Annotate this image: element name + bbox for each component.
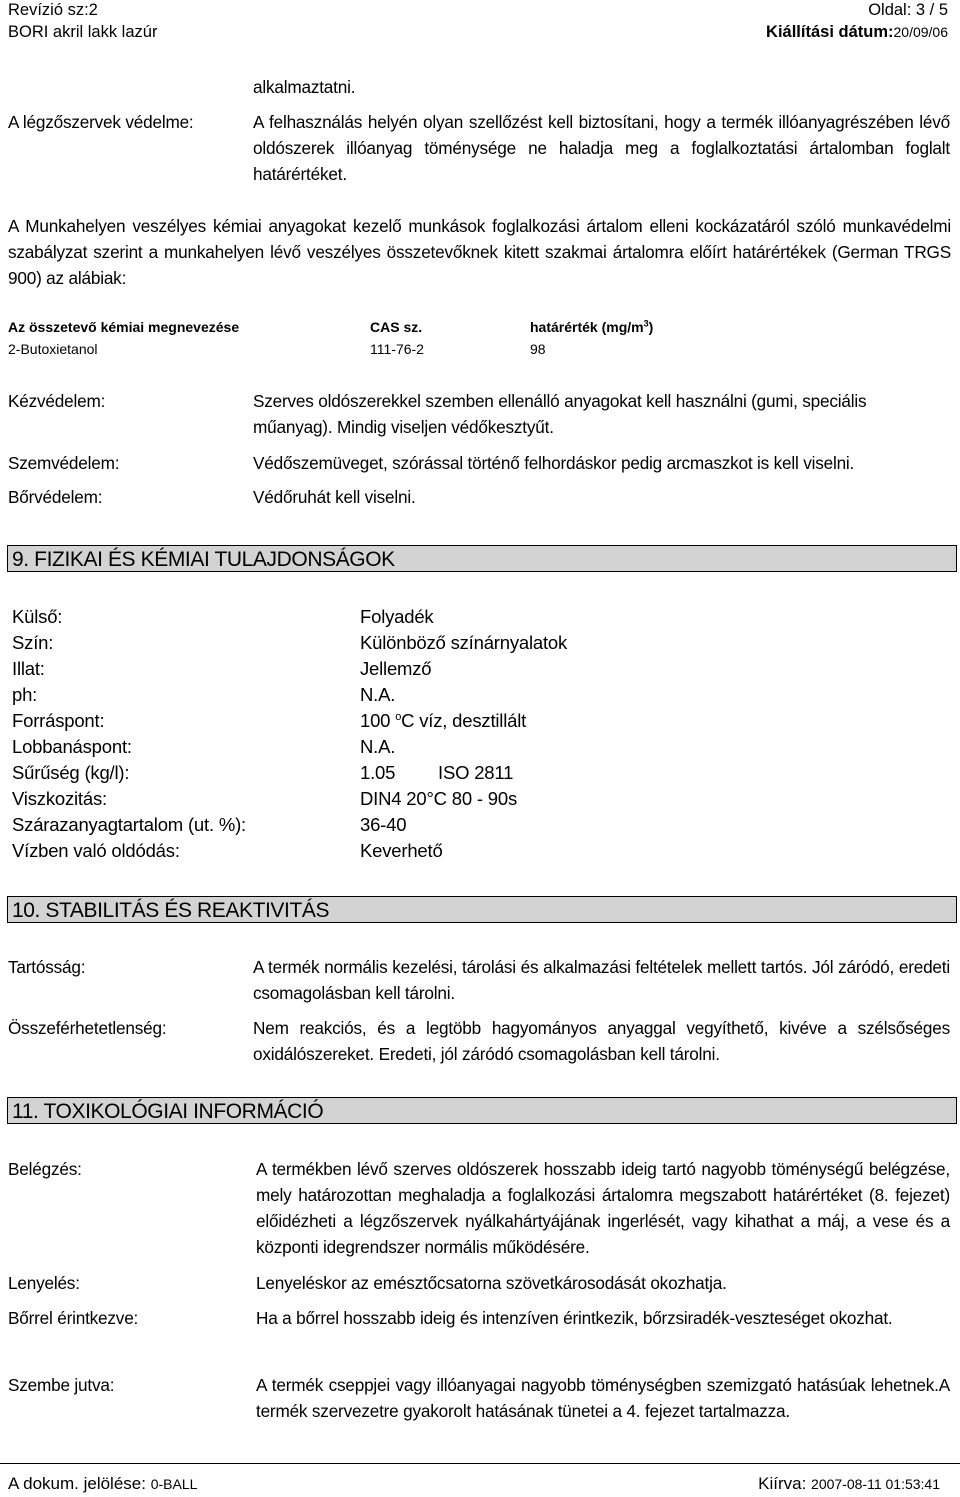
page-number: Oldal: 3 / 5 — [868, 1, 948, 19]
property-value-viscosity: DIN4 20°C 80 - 90s — [360, 788, 518, 809]
property-label-solubility: Vízben való oldódás: — [12, 840, 180, 861]
incompatibility-text: Nem reakciós, és a legtöbb hagyományos anyaggal vegyíthető, kivéve a szélsőséges oxidálószereket. Eredeti, jól záródó csomagolásban kell tárolni. — [253, 1018, 950, 1064]
inhalation-label: Belégzés: — [8, 1159, 82, 1179]
footer-document-id — [8, 1474, 197, 1494]
table-row-cas: 111-76-2 — [370, 341, 424, 357]
eye-protection-label: Szemvédelem: — [8, 453, 120, 473]
section-11-heading: 11. TOXIKOLÓGIAI INFORMÁCIÓ — [7, 1097, 957, 1124]
limits-header-sup: 3 — [643, 318, 649, 329]
respiratory-protection-label: A légzőszervek védelme: — [8, 112, 194, 132]
table-row-name: 2-Butoxietanol — [8, 341, 98, 357]
property-value-solids: 36-40 — [360, 814, 407, 835]
property-value-odor: Jellemző — [360, 658, 432, 679]
issue-date-label: Kiállítási dátum: — [766, 23, 894, 41]
property-value-solubility: Keverhető — [360, 840, 443, 861]
print-label: Kiírva: — [758, 1474, 807, 1493]
property-label-odor: Illat: — [12, 658, 45, 679]
property-value-density: 1.05 — [360, 762, 396, 783]
stability-label: Tartósság: — [8, 957, 86, 977]
eye-protection-text: Védőszemüveget, szórással történő felhordáskor pedig arcmaszkot is kell viselni. — [253, 453, 855, 473]
skin-protection-label: Bőrvédelem: — [8, 487, 103, 507]
property-label-viscosity: Viszkozitás: — [12, 788, 107, 809]
skin-contact-text: Ha a bőrrel hosszabb ideig és intenzíven érintkezik, bőrzsiradék-veszteséget okozhat. — [256, 1308, 893, 1328]
eye-contact-label: Szembe jutva: — [8, 1375, 115, 1395]
limits-header-close: ) — [648, 319, 654, 335]
section-9-heading: 9. FIZIKAI ÉS KÉMIAI TULAJDONSÁGOK — [7, 545, 957, 572]
ingestion-label: Lenyelés: — [8, 1273, 80, 1293]
limits-header-limit — [530, 319, 653, 335]
inhalation-text: A termékben lévő szerves oldószerek hosszabb ideig tartó nagyobb töménységű belégzése, mely határozottan meghaladja a foglalkozási ártalomra megszabott határértéket (8. fejezet) előidézheti a légzőszervek nyálkahártyájának ingerlését, vagy kihathat a máj, a vese és a központi idegrendszer normális működésére. — [256, 1159, 950, 1257]
regulation-paragraph: A Munkahelyen veszélyes kémiai anyagokat kezelő munkások foglalkozási ártalom elleni kockázatáról szóló munkavédelmi szabályzat szerint a munkahelyen lévő veszélyes összetevőknek kitett szakmai ártalomra előírt határértékek (German TRGS 900) az alábiak: — [8, 216, 951, 288]
hand-protection-label: Kézvédelem: — [8, 391, 106, 411]
doc-id-label: A dokum. jelölése: — [8, 1474, 146, 1493]
property-label-density: Sűrűség (kg/l): — [12, 762, 130, 783]
ingestion-text: Lenyeléskor az emésztőcsatorna szövetkárosodását okozhatja. — [256, 1273, 727, 1293]
product-name: BORI akril lakk lazúr — [8, 23, 158, 41]
limits-header-limit-text: határérték (mg/m — [530, 319, 644, 335]
table-row-limit: 98 — [530, 341, 546, 357]
eye-contact-text: A termék cseppjei vagy illóanyagai nagyobb töménységben szemizgató hatásúak lehetnek.A termék szervezetre gyakorolt hatásának tünetei a 4. fejezet tartalmazza. — [256, 1375, 950, 1421]
section-10-heading: 10. STABILITÁS ÉS REAKTIVITÁS — [7, 896, 957, 923]
skin-protection-text: Védőruhát kell viselni. — [253, 487, 416, 507]
hand-protection-text: Szerves oldószerekkel szemben ellenálló anyagokat kell használni (gumi, speciális műanyag). Mindig viseljen védőkesztyűt. — [253, 391, 867, 437]
boiling-degree: o — [395, 710, 402, 723]
incompatibility-label: Összeférhetetlenség: — [8, 1018, 167, 1038]
property-label-ph: ph: — [12, 684, 38, 705]
limits-header-cas: CAS sz. — [370, 319, 423, 335]
print-value: 2007-08-11 01:53:41 — [811, 1476, 940, 1492]
footer-divider — [0, 1463, 960, 1464]
issue-date-value: 20/09/06 — [893, 24, 948, 40]
revision-number: Revízió sz:2 — [8, 1, 98, 19]
skin-contact-label: Bőrrel érintkezve: — [8, 1308, 139, 1328]
footer-print-date — [758, 1474, 940, 1494]
property-value-flash-point: N.A. — [360, 736, 396, 757]
property-label-color: Szín: — [12, 632, 54, 653]
property-value-boiling-point — [360, 710, 526, 732]
boiling-unit: C víz, desztillált — [401, 710, 527, 731]
stability-text: A termék normális kezelési, tárolási és alkalmazási feltételek mellett tartós. Jól záródó, eredeti csomagolásban kell tárolni. — [253, 957, 950, 1003]
property-label-boiling-point: Forráspont: — [12, 710, 105, 731]
continuation-text: alkalmaztatni. — [253, 77, 356, 97]
issue-date — [766, 23, 948, 42]
doc-id-value: 0-BALL — [150, 1476, 198, 1492]
property-label-appearance: Külső: — [12, 606, 63, 627]
limits-header-name: Az összetevő kémiai megnevezése — [8, 319, 240, 335]
property-label-flash-point: Lobbanáspont: — [12, 736, 132, 757]
boiling-value: 100 — [360, 710, 396, 731]
property-value-color: Különböző színárnyalatok — [360, 632, 568, 653]
property-value-ph: N.A. — [360, 684, 396, 705]
respiratory-protection-text: A felhasználás helyén olyan szellőzést kell biztosítani, hogy a termék illóanyagrészében lévő oldószerek illóanyag töménysége ne haladja meg a foglalkoztatási ártalomban foglalt határértéket. — [253, 112, 950, 184]
property-value-appearance: Folyadék — [360, 606, 434, 627]
property-label-solids: Szárazanyagtartalom (ut. %): — [12, 814, 246, 835]
property-value-density-standard: ISO 2811 — [438, 762, 514, 783]
